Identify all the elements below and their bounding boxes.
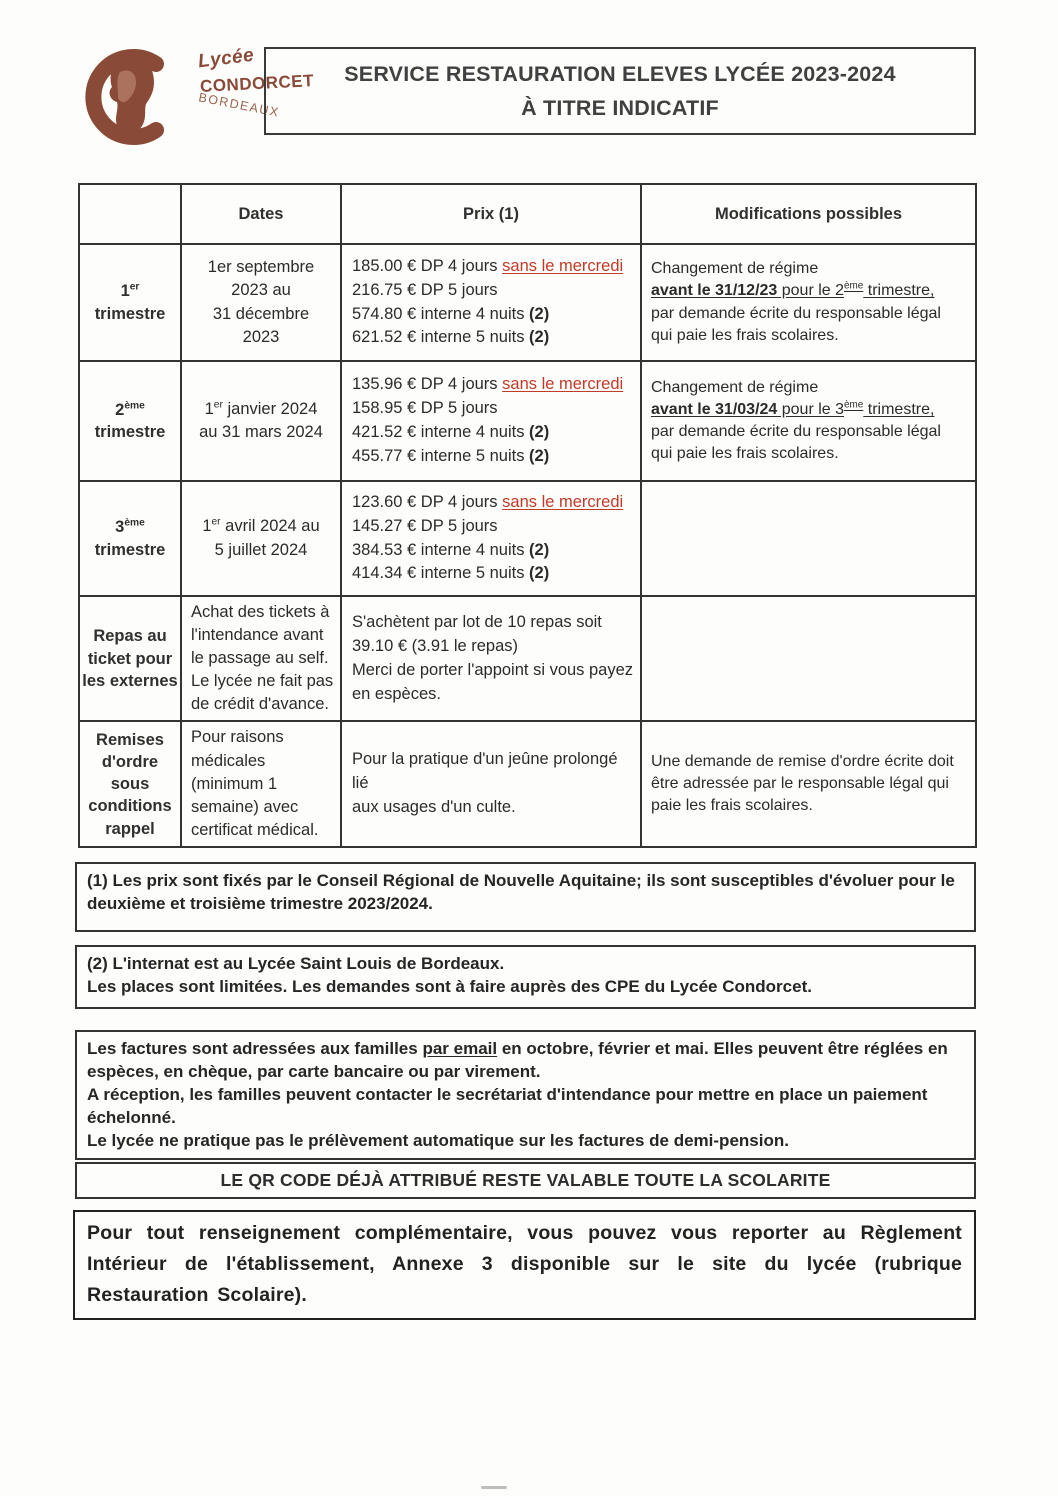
price-cell (341, 596, 641, 721)
text-line: 2023 (242, 327, 280, 346)
scan-artifact-mark (481, 1486, 507, 1489)
text-line: 384.53 € interne 4 nuits (2) (352, 540, 550, 559)
text-line: rappel (105, 819, 155, 838)
qr-code-notice: LE QR CODE DÉJÀ ATTRIBUÉ RESTE VALABLE TOUTE LA SCOLARITE (75, 1162, 976, 1199)
text-line: 158.95 € DP 5 jours (352, 399, 498, 418)
text-line: Les factures sont adressées aux familles par email en octobre, février et mai. Elles peuvent être réglées en espèces, en chèque, par carte bancaire ou par virement. (87, 1039, 948, 1082)
column-header-empty (79, 184, 181, 244)
text-line: Remises (96, 730, 164, 749)
title-box (264, 47, 976, 135)
text-line: aux usages d'un culte. (352, 798, 516, 817)
row-label (79, 721, 181, 846)
text-line: (minimum 1 (191, 774, 278, 793)
text-line: en espèces. (352, 684, 441, 703)
column-header-dates: Dates (181, 184, 341, 244)
text-line: les externes (82, 671, 178, 690)
text-line: 216.75 € DP 5 jours (352, 280, 498, 299)
text-line: ticket pour (87, 649, 173, 668)
price-cell (341, 244, 641, 361)
text-line: 455.77 € interne 5 nuits (2) (352, 446, 550, 465)
text-line: 2023 au (231, 281, 291, 300)
text-line: l'intendance avant (191, 626, 324, 645)
text-line: paie les frais scolaires. (651, 797, 813, 815)
table-row (79, 596, 976, 721)
text-line: par demande écrite du responsable légal (651, 423, 941, 440)
text-line: trimestre (94, 304, 166, 323)
text-line: 135.96 € DP 4 jours sans le mercredi (352, 375, 624, 394)
text-line: d'ordre sous (101, 752, 159, 794)
modifications-cell (641, 721, 976, 846)
text-line: Le lycée ne pratique pas le prélèvement automatique sur les factures de demi-pension. (87, 1131, 789, 1151)
text-line: 123.60 € DP 4 jours sans le mercredi (352, 492, 624, 511)
pricing-table (78, 183, 977, 848)
column-header-modifications-possibles: Modifications possibles (641, 184, 976, 244)
text-line: (2) L'internat est au Lycée Saint Louis de Bordeaux. (87, 954, 505, 973)
text-line: Pour raisons (191, 728, 284, 747)
text-line: 621.52 € interne 5 nuits (2) (352, 328, 550, 347)
price-cell (341, 481, 641, 596)
text-line: par demande écrite du responsable légal (651, 304, 941, 322)
dates-cell (181, 481, 341, 596)
text-line: certificat médical. (191, 820, 319, 839)
text-line: Changement de régime (651, 378, 819, 396)
table-row (79, 481, 976, 596)
dates-cell (181, 244, 341, 361)
dates-cell (181, 721, 341, 846)
logo-lycee-text: Lycée (196, 44, 256, 73)
text-line: trimestre (94, 540, 166, 559)
text-line: conditions (88, 797, 172, 816)
text-line: 39.10 € (3.91 le repas) (352, 636, 519, 655)
note-boarding-footnote (75, 945, 976, 1009)
text-line: 414.34 € interne 5 nuits (2) (352, 564, 550, 583)
text-line: trimestre (94, 423, 166, 441)
text-line: 5 juillet 2024 (214, 540, 308, 559)
text-line: 185.00 € DP 4 jours sans le mercredi (352, 256, 624, 275)
text-line: 574.80 € interne 4 nuits (2) (352, 304, 550, 323)
text-line: 2ème (115, 400, 145, 419)
text-line: 145.27 € DP 5 jours (352, 516, 498, 535)
logo-city-text: BORDEAUX (197, 90, 281, 120)
table-row (79, 244, 976, 361)
footer-notice: Pour tout renseignement complémentaire, vous pouvez vous reporter au Règlement Intérieur de l'établissement, Annexe 3 disponible sur le site du lycée (rubrique Restauration Scolaire). (73, 1210, 976, 1320)
text-line: Les places sont limitées. Les demandes sont à faire auprès des CPE du Lycée Condorcet. (87, 977, 812, 997)
text-line: qui paie les frais scolaires. (651, 445, 839, 463)
modifications-cell (641, 361, 976, 481)
table-row (79, 361, 976, 481)
dates-cell (181, 361, 341, 481)
row-label (79, 361, 181, 481)
text-line: 1er septembre (207, 258, 315, 277)
text-line: 421.52 € interne 4 nuits (2) (352, 423, 550, 441)
note-prices-footnote (75, 862, 976, 932)
text-line: être adressée par le responsable légal qui (651, 775, 949, 793)
text-line: 1er (120, 281, 140, 301)
text-line: au 31 mars 2024 (199, 423, 323, 441)
note-invoices (75, 1030, 976, 1160)
table-row (79, 721, 976, 846)
price-cell (341, 361, 641, 481)
modifications-cell (641, 596, 976, 721)
text-line: le passage au self. (191, 649, 329, 668)
text-line: 3ème (115, 517, 145, 537)
row-label (79, 244, 181, 361)
school-logo (70, 38, 315, 158)
text-line: semaine) avec (191, 797, 299, 816)
text-line: de crédit d'avance. (191, 695, 329, 714)
text-line: qui paie les frais scolaires. (651, 326, 839, 344)
text-line: avant le 31/03/24 pour le 3ème trimestre, (651, 399, 935, 418)
modifications-cell (641, 244, 976, 361)
text-line: Pour la pratique d'un jeûne prolongé lié (352, 750, 618, 793)
logo-school-name: CONDORCET (199, 71, 315, 96)
text-line: Merci de porter l'appoint si vous payez (352, 660, 634, 679)
text-line: médicales (191, 751, 266, 770)
dates-cell (181, 596, 341, 721)
text-line: 1er janvier 2024 (204, 399, 318, 418)
text-line: avant le 31/12/23 pour le 2ème trimestre, (651, 281, 935, 300)
text-line: Repas au (93, 627, 167, 646)
document-title-line2: À TITRE INDICATIF (521, 95, 719, 120)
text-line: Le lycée ne fait pas (191, 672, 334, 691)
row-label (79, 481, 181, 596)
text-line: A réception, les familles peuvent contacter le secrétariat d'intendance pour mettre en place un paiement échelonné. (87, 1085, 928, 1128)
text-line: S'achètent par lot de 10 repas soit (352, 612, 602, 631)
text-line: Achat des tickets à (191, 603, 330, 621)
text-line: Une demande de remise d'ordre écrite doit (651, 753, 954, 771)
price-cell (341, 721, 641, 846)
column-header-prix-1-: Prix (1) (341, 184, 641, 244)
row-label (79, 596, 181, 721)
text-line: 31 décembre (212, 304, 310, 323)
modifications-cell (641, 481, 976, 596)
text-line: 1er avril 2024 au (202, 516, 320, 536)
logo-mark-icon (70, 38, 195, 153)
text-line: (1) Les prix sont fixés par le Conseil Régional de Nouvelle Aquitaine; ils sont susceptibles d'évoluer pour le deuxième et troisième trimestre 2023/2024. (87, 871, 955, 914)
document-title-line1: SERVICE RESTAURATION ELEVES LYCÉE 2023-2024 (344, 61, 896, 86)
text-line: Changement de régime (651, 260, 819, 278)
